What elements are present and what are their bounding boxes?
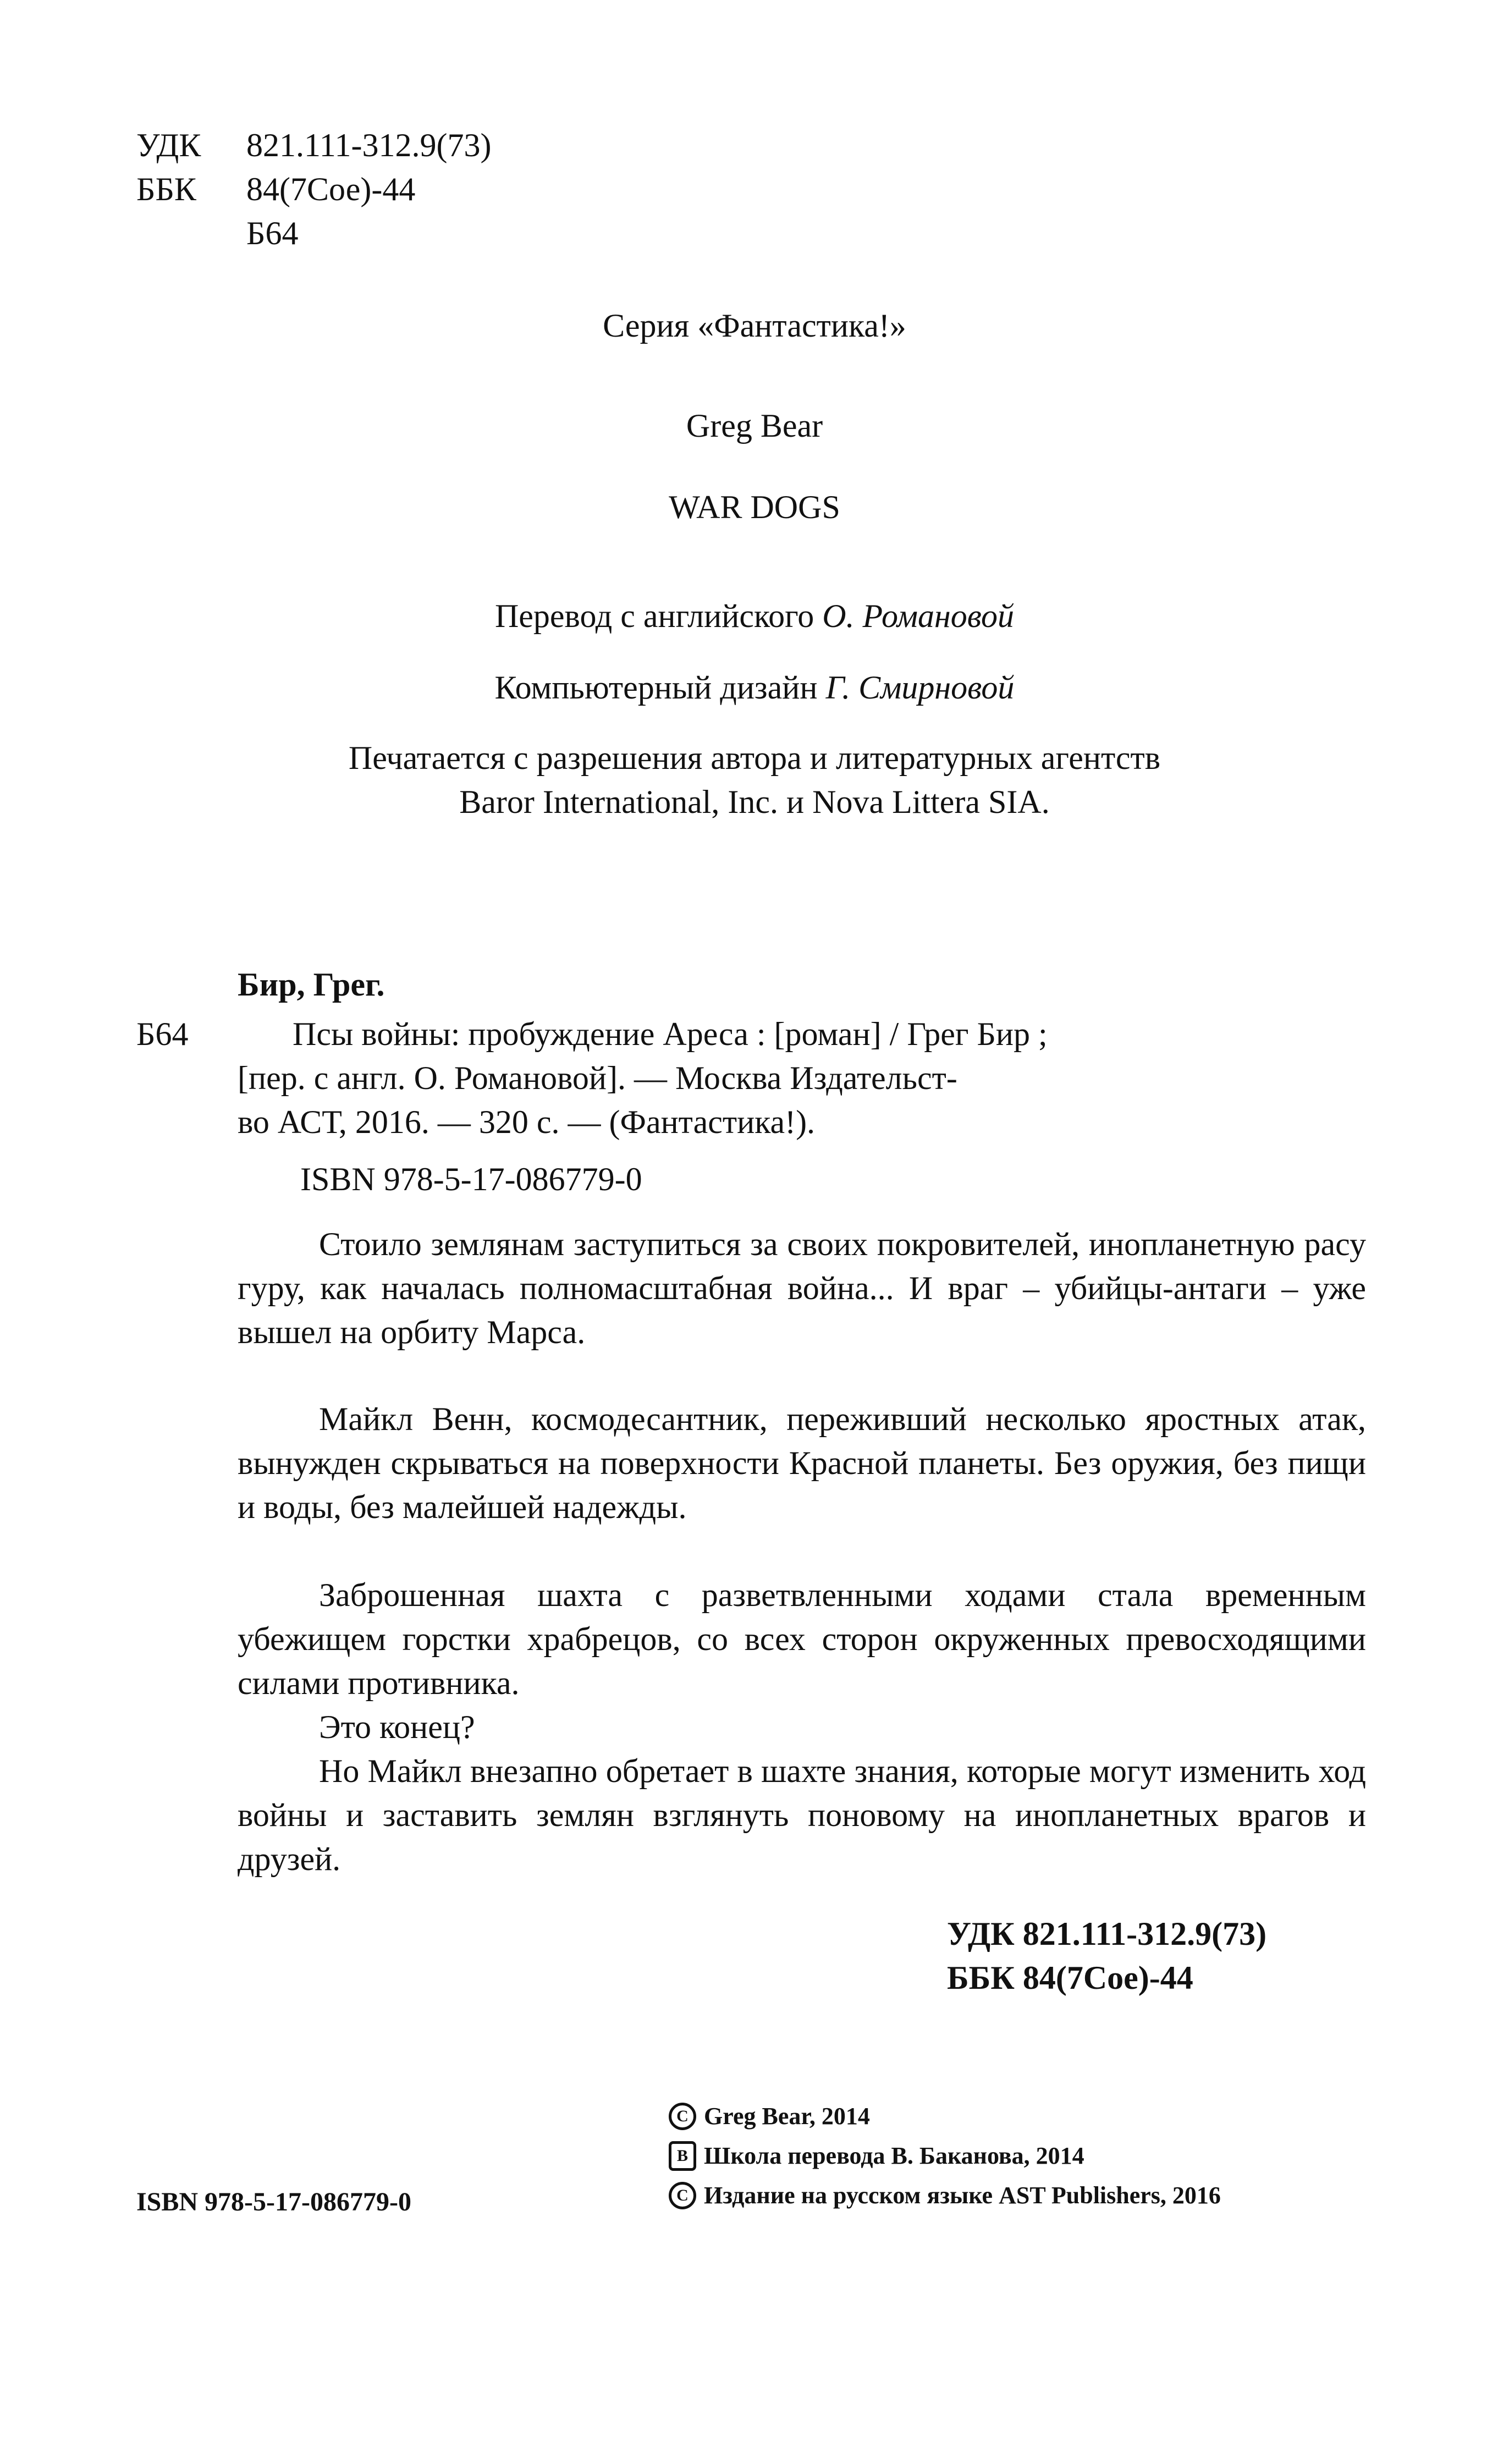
bbk-row	[136, 167, 492, 211]
series-line: Серия «Фантастика!»	[603, 307, 906, 344]
translator-name: О. Романовой	[822, 598, 1015, 634]
permission-line-1: Печатается с разрешения автора и литературных агентств	[348, 740, 1161, 776]
footer-bbk: ББК 84(7Сое)-44	[947, 1960, 1193, 1996]
author-mark: Б64	[246, 215, 299, 251]
footer-codes	[947, 1912, 1266, 2000]
original-author: Greg Bear	[686, 408, 823, 444]
copyright-block	[669, 2097, 1221, 2215]
header-codes	[136, 123, 492, 255]
annotation-paragraph-3: Заброшенная шахта с разветвленными ходами стала временным убежищем горстки храбрецов, со всех сторон окруженных превосходящими силами противника.	[238, 1577, 1366, 1701]
copyright-line-1	[669, 2097, 1221, 2136]
design-prefix: Компьютерный дизайн	[494, 669, 818, 706]
bbk-label: ББК	[136, 171, 196, 207]
translation-school-logo-icon: B	[669, 2141, 696, 2171]
udk-value: 821.111-312.9(73)	[246, 127, 492, 163]
footer-udk: УДК 821.111-312.9(73)	[947, 1916, 1267, 1952]
catalog-mark: Б64	[136, 1016, 189, 1052]
udk-label: УДК	[136, 127, 201, 163]
permission-line-2: Baror International, Inc. и Nova Littera SIA.	[459, 784, 1050, 820]
copyright-line-2	[669, 2136, 1221, 2176]
annotation-paragraph-4: Это конец?	[319, 1709, 475, 1745]
translation-line	[0, 594, 1509, 638]
copyright-line-3	[669, 2176, 1221, 2215]
catalog-entry-line-3: во АСТ, 2016. — 320 с. — (Фантастика!).	[238, 1104, 816, 1140]
annotation-paragraph-5: Но Майкл внезапно обретает в шахте знания, которые могут изменить ход войны и заставить землян взглянуть поновому на инопланетных врагов и друзей.	[238, 1753, 1366, 1877]
bottom-isbn: ISBN 978-5-17-086779-0	[136, 2187, 411, 2216]
catalog-entry-line-2: [пер. с англ. О. Романовой]. — Москва Издательст-	[238, 1060, 957, 1096]
design-line	[0, 666, 1509, 710]
catalog-entry-line-1: Псы войны: пробуждение Ареса : [роман] / Грег Бир ;	[293, 1016, 1048, 1052]
annotation-paragraph-1: Стоило землянам заступиться за своих покровителей, инопланетную расу гуру, как началась полномасштабная война... И враг – убийцы-антаги – уже вышел на орбиту Марса.	[238, 1226, 1366, 1350]
copyright-icon: C	[669, 2182, 696, 2209]
catalog-isbn: ISBN 978-5-17-086779-0	[300, 1161, 642, 1197]
translation-prefix: Перевод с английского	[494, 598, 814, 634]
copyright-icon: C	[669, 2103, 696, 2130]
copyright-text-2: Школа перевода В. Баканова, 2014	[704, 2142, 1084, 2169]
bbk-value: 84(7Сое)-44	[246, 171, 416, 207]
original-title: WAR DOGS	[669, 489, 840, 525]
copyright-text-3: Издание на русском языке AST Publishers, 2016	[704, 2182, 1221, 2209]
copyright-text-1: Greg Bear, 2014	[704, 2103, 870, 2130]
udk-row	[136, 123, 492, 167]
catalog-author-heading: Бир, Грег.	[238, 966, 385, 1003]
author-mark-row	[136, 211, 492, 255]
designer-name: Г. Смирновой	[825, 669, 1015, 706]
permission-block	[0, 736, 1509, 824]
annotation-paragraph-2: Майкл Венн, космодесантник, переживший несколько яростных атак, вынужден скрываться на поверхности Красной планеты. Без оружия, без пищи и воды, без малейшей надежды.	[238, 1401, 1366, 1525]
catalog-entry	[238, 1012, 1366, 1144]
